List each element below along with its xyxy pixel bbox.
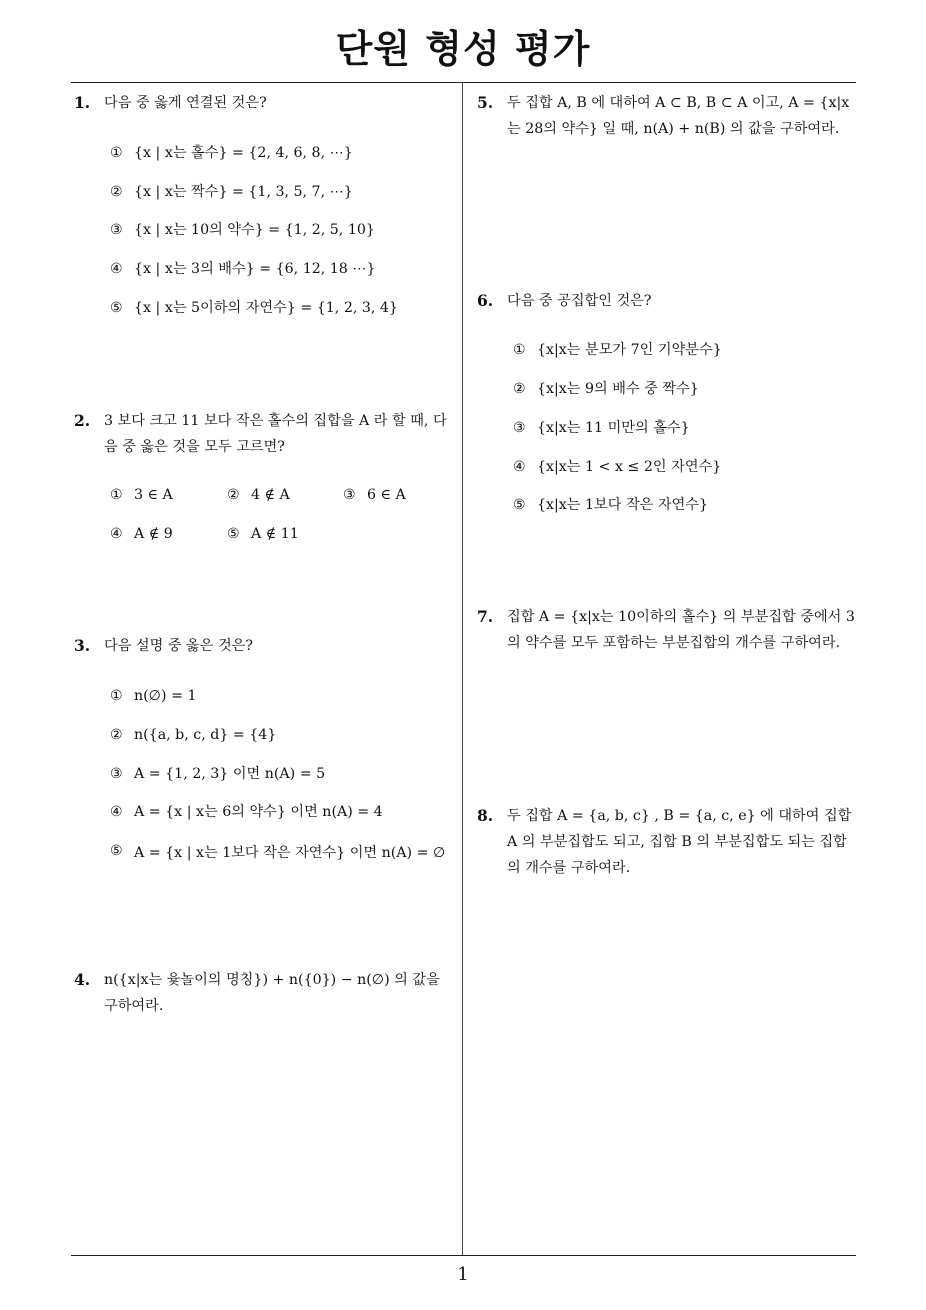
q3-option-5: [110, 840, 450, 866]
option-marker: ④: [513, 459, 526, 475]
question-text: 다음 설명 중 옳은 것은?: [104, 638, 253, 654]
question-text: 두 집합 A, B 에 대하여 A ⊂ B, B ⊂ A 이고, A = {x|x는 28의 약수} 일 때, n(A) + n(B) 의 값을 구하여라.: [507, 95, 850, 137]
option-marker: ④: [110, 261, 123, 277]
q2-option-1: [110, 484, 173, 506]
option-text: n(∅) = 1: [134, 688, 197, 704]
option-text: A = {x | x는 6의 약수} 이면 n(A) = 4: [134, 804, 383, 820]
question-text: 3 보다 크고 11 보다 작은 홀수의 집합을 A 라 할 때, 다음 중 옳은 것을 모두 고르면?: [104, 413, 447, 455]
option-marker: ⑤: [227, 526, 240, 542]
option-marker: ①: [110, 487, 123, 503]
q6-option-5: [513, 494, 708, 516]
q1-option-4: [110, 258, 376, 280]
option-text: {x|x는 9의 배수 중 짝수}: [537, 381, 699, 397]
option-marker: ⑤: [513, 497, 526, 513]
question-number: 2.: [74, 411, 91, 430]
q2-option-4: [110, 523, 173, 545]
option-marker: ④: [110, 804, 123, 820]
q3-option-1: [110, 685, 197, 707]
top-rule: [71, 82, 856, 83]
q2-option-3: [343, 484, 406, 506]
option-marker: ③: [110, 222, 123, 238]
q6-option-4: [513, 456, 721, 478]
question-3: [74, 633, 456, 659]
option-text: 3 ∈ A: [134, 487, 173, 503]
option-text: A = {1, 2, 3} 이면 n(A) = 5: [134, 766, 326, 782]
question-number: 7.: [477, 607, 494, 626]
option-marker: ④: [110, 526, 123, 542]
option-marker: ①: [110, 688, 123, 704]
question-number: 4.: [74, 970, 91, 989]
question-7: [477, 604, 859, 656]
q3-option-2: [110, 724, 276, 746]
option-text: {x | x는 짝수} = {1, 3, 5, 7, ⋯}: [134, 184, 353, 200]
question-number: 1.: [74, 93, 91, 112]
q1-option-2: [110, 181, 353, 203]
option-text: A ∉ 9: [134, 526, 173, 542]
option-marker: ②: [110, 727, 123, 743]
option-marker: ③: [513, 420, 526, 436]
option-marker: ⑤: [110, 843, 123, 859]
option-text: 6 ∈ A: [367, 487, 406, 503]
question-number: 8.: [477, 806, 494, 825]
question-number: 5.: [477, 93, 494, 112]
option-text: A ∉ 11: [251, 526, 299, 542]
option-text: {x|x는 11 미만의 홀수}: [537, 420, 690, 436]
option-marker: ①: [110, 145, 123, 161]
option-marker: ②: [110, 184, 123, 200]
option-text: {x | x는 5이하의 자연수} = {1, 2, 3, 4}: [134, 300, 398, 316]
q6-option-1: [513, 339, 722, 361]
question-text: 다음 중 옳게 연결된 것은?: [104, 95, 267, 111]
option-marker: ②: [227, 487, 240, 503]
option-marker: ②: [513, 381, 526, 397]
option-marker: ③: [110, 766, 123, 782]
option-text: 4 ∉ A: [251, 487, 290, 503]
q2-option-2: [227, 484, 290, 506]
question-4: [74, 967, 456, 1019]
option-text: {x|x는 1보다 작은 자연수}: [537, 497, 709, 513]
option-text: {x|x는 분모가 7인 기약분수}: [537, 342, 722, 358]
q6-option-3: [513, 417, 690, 439]
option-text: A = {x | x는 1보다 작은 자연수} 이면 n(A) = ∅: [134, 845, 446, 861]
question-text: 두 집합 A = {a, b, c} , B = {a, c, e} 에 대하여 집합 A 의 부분집합도 되고, 집합 B 의 부분집합도 되는 집합의 개수를 구하여라.: [507, 808, 852, 876]
option-text: {x | x는 3의 배수} = {6, 12, 18 ⋯}: [134, 261, 376, 277]
page-title: 단원 형성 평가: [335, 27, 591, 71]
q3-option-4: [110, 801, 383, 823]
option-text: {x|x는 1 < x ≤ 2인 자연수}: [537, 459, 722, 475]
q3-option-3: [110, 763, 325, 785]
option-text: {x | x는 홀수} = {2, 4, 6, 8, ⋯}: [134, 145, 353, 161]
q1-option-1: [110, 142, 353, 164]
option-text: n({a, b, c, d} = {4}: [134, 727, 277, 743]
question-5: [477, 90, 859, 142]
q2-option-5: [227, 523, 299, 545]
q1-option-3: [110, 219, 375, 241]
q6-option-2: [513, 378, 699, 400]
option-text: {x | x는 10의 약수} = {1, 2, 5, 10}: [134, 222, 375, 238]
bottom-rule: [71, 1255, 856, 1256]
option-marker: ①: [513, 342, 526, 358]
question-number: 6.: [477, 291, 494, 310]
page-number: 1: [457, 1264, 469, 1285]
question-1: [74, 90, 456, 116]
question-number: 3.: [74, 636, 91, 655]
question-6: [477, 288, 859, 314]
question-2: [74, 408, 456, 460]
column-divider: [462, 83, 463, 1255]
question-text: 집합 A = {x|x는 10이하의 홀수} 의 부분집합 중에서 3 의 약수를 모두 포함하는 부분집합의 개수를 구하여라.: [507, 609, 855, 651]
question-text: n({x|x는 윷놀이의 명칭}) + n({0}) − n(∅) 의 값을 구하여라.: [104, 972, 440, 1014]
option-marker: ③: [343, 487, 356, 503]
question-8: [477, 803, 859, 881]
question-text: 다음 중 공집합인 것은?: [507, 293, 652, 309]
q1-option-5: [110, 297, 398, 319]
option-marker: ⑤: [110, 300, 123, 316]
